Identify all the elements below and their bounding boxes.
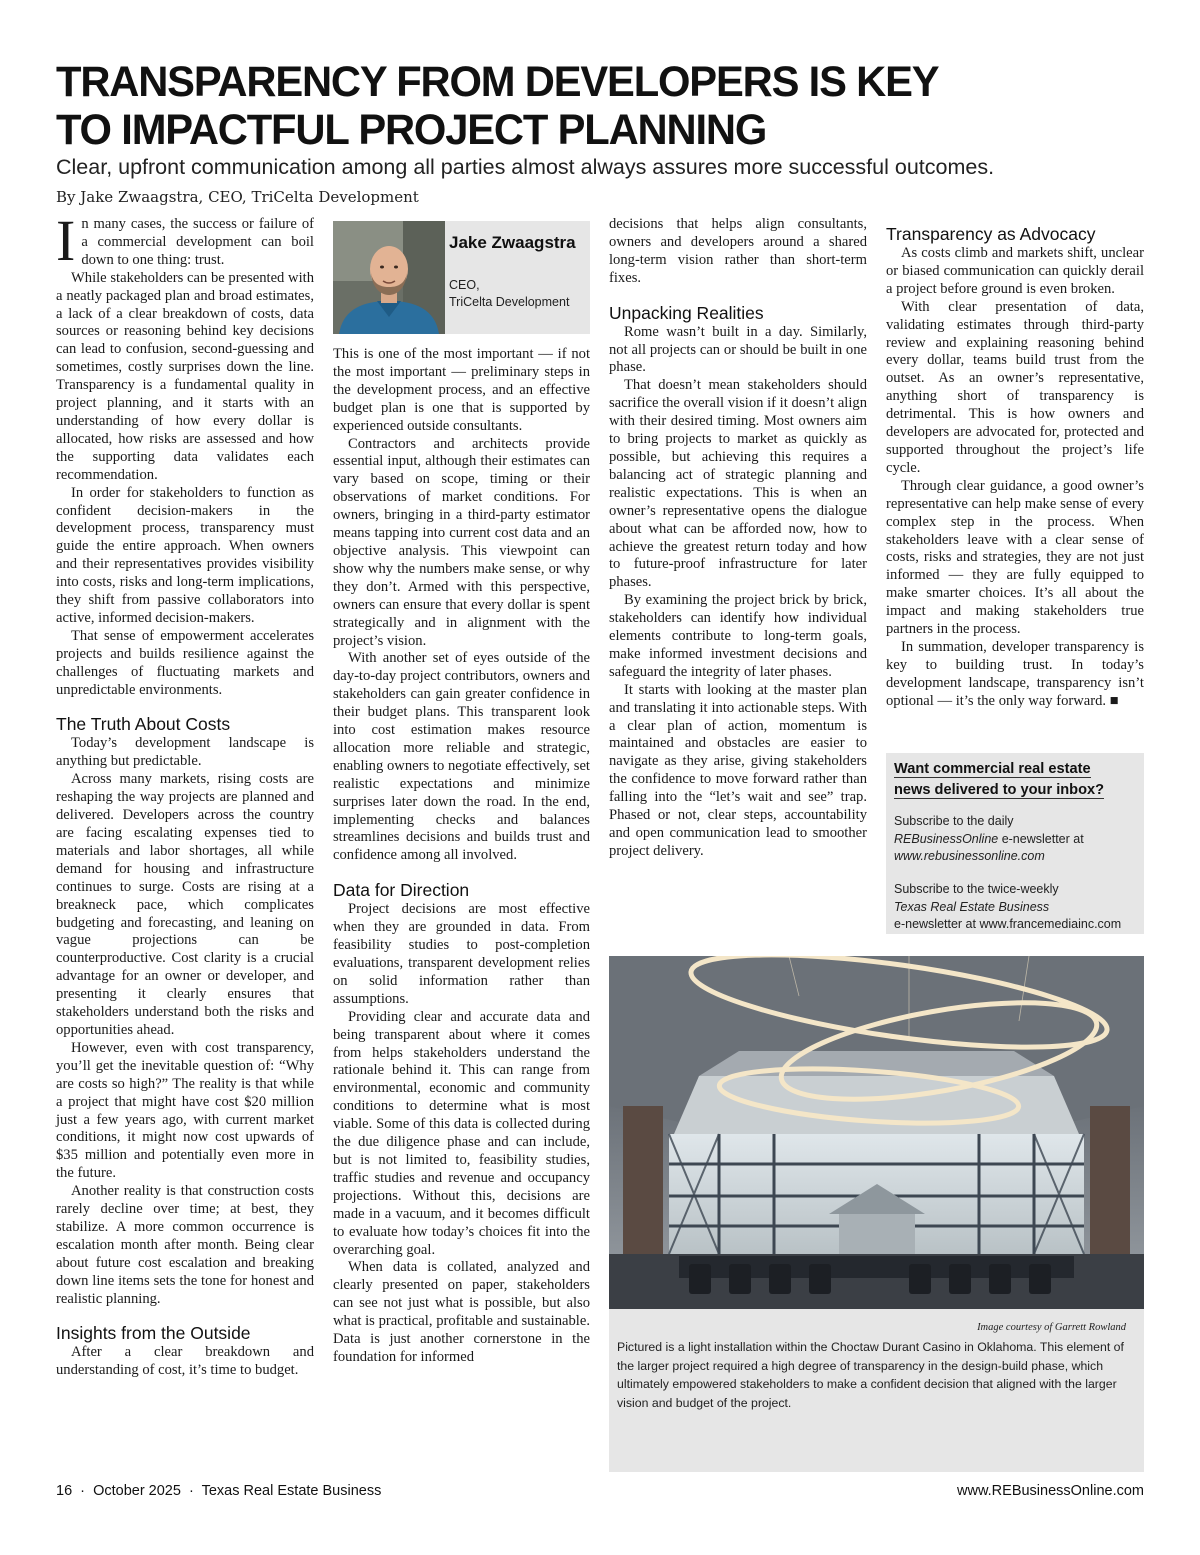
- article-column-3: [609, 216, 867, 861]
- article-title-line-2: TO IMPACTFUL PROJECT PLANNING: [56, 106, 767, 154]
- article-column-4: [886, 223, 1144, 711]
- page-footer-info: 16 · October 2025 · Texas Real Estate Business: [56, 1483, 382, 1499]
- paragraph: That sense of empowerment accelerates projects and builds resilience against the challenges of fluctuating markets and unpredictable environments.: [56, 627, 314, 698]
- promo-weekly-text: Subscribe to the twice-weekly Texas Real Estate Business e-newsletter at www.francemediainc.com: [894, 881, 1139, 934]
- section-heading: Insights from the Outside: [56, 1323, 251, 1344]
- paragraph: With clear presentation of data, validating estimates through third-party review and explaining reasoning behind every dollar, teams build trust from the outset. As an owner’s representative, anything short of transparency is detrimental. This is how owners and developers are advocated for, protected and supported throughout the project’s life cycle.: [886, 298, 1144, 476]
- promo-heading: Want commercial real estate news delivered to your inbox?: [894, 761, 1105, 798]
- publication-name: REBusinessOnline: [894, 831, 999, 846]
- weekly-newsletter-link[interactable]: e-newsletter at www.francemediainc.com: [894, 917, 1122, 931]
- author-role: CEO, TriCelta Development: [449, 278, 570, 309]
- paragraph: That doesn’t mean stakeholders should sacrifice the overall vision if it doesn’t align with their desired timing. Most owners aim to bring projects to market as quickly as possible, but achieving this requires a balancing act of strategic planning and realistic expectations. This is when an owner’s representative opens the dialogue about what can be afforded now, how to achieve the greatest return today and how to future-proof infrastructure for later phases.: [609, 377, 867, 591]
- section-heading: Data for Direction: [333, 880, 470, 901]
- article-subtitle: Clear, upfront communication among all parties almost always assures more successful outcomes.: [56, 155, 995, 179]
- paragraph: After a clear breakdown and understanding of cost, it’s time to budget.: [56, 1344, 314, 1379]
- paragraph: By examining the project brick by brick, stakeholders can identify how individual elements contribute to long-term goals, make informed investment decisions and safeguard the integrity of later phases.: [609, 592, 867, 680]
- paragraph: Rome wasn’t built in a day. Similarly, not all projects can or should be built in one phase.: [609, 323, 867, 376]
- section-heading: Transparency as Advocacy: [886, 224, 1096, 244]
- paragraph: As costs climb and markets shift, unclear or biased communication can quickly derail a project before ground is even broken.: [886, 245, 1144, 297]
- paragraph: Project decisions are most effective when they are grounded in data. From feasibility studies to post-completion evaluations, transparent development relies on solid information rather than assumptions.: [333, 901, 590, 1007]
- article-title: [56, 58, 1123, 154]
- paragraph: Another reality is that construction costs rarely decline over time; at best, they stabilize. A more common occurrence is escalation month after month. Being clear about future cost escalation and breaking down line items sets the tone for honest and realistic planning.: [56, 1183, 314, 1307]
- promo-daily-text: Subscribe to the daily REBusinessOnline e-newsletter at www.rebusinessonline.com: [894, 813, 1139, 866]
- photo-credit: Image courtesy of Garrett Rowland: [977, 1322, 1126, 1333]
- website-link[interactable]: www.REBusinessOnline.com: [957, 1483, 1144, 1499]
- paragraph: In summation, developer transparency is key to building trust. In today’s development landscape, transparency isn’t optional — it’s the only way forward. ■: [886, 638, 1144, 709]
- paragraph: Providing clear and accurate data and being transparent about where it comes from helps stakeholders understand the rationale behind it. This can range from environmental, economic and community conditions to determine what is most viable. Some of this data is collected during the due diligence phase and can include, but is not limited to, feasibility studies, traffic studies and revenue and occupancy projections. Without this, decisions are made in a vacuum, and it becomes difficult to evaluate how today’s choices fit into the overarching goal.: [333, 1008, 590, 1258]
- paragraph: In many cases, the success or failure of a commercial development can boil down to one thing: trust.: [56, 208, 314, 273]
- author-name: Jake Zwaagstra: [449, 233, 576, 252]
- drop-cap: I: [56, 208, 76, 273]
- article-column-1: [56, 208, 314, 1380]
- paragraph: This is one of the most important — if not the most important — preliminary steps in the development process, and an effective budget plan is one that is supported by experienced outside consultants.: [333, 346, 590, 434]
- newsletter-promo-box: [886, 753, 1144, 934]
- paragraph: Contractors and architects provide essential input, although their estimates can vary based on scope, timing or their observations of market conditions. For owners, bringing in a third-party estimator means tapping into current cost data and an objective analysis. This viewpoint can show why the numbers make sense, or why they don’t. Armed with this perspective, owners can ensure that every dollar is spent strategically and in alignment with the project’s vision.: [333, 435, 590, 649]
- article-title-line-1: TRANSPARENCY FROM DEVELOPERS IS KEY: [56, 58, 939, 106]
- paragraph: Through clear guidance, a good owner’s representative can help make sense of every complex step in the process. When stakeholders leave with a clear sense of costs, risks and strategies, they are not just informed — they are fully equipped to make smarter choices. It’s all about the impact and making stakeholders true partners in the process.: [886, 477, 1144, 638]
- paragraph: decisions that helps align consultants, owners and developers around a shared long-term vision rather than short-term fixes.: [609, 216, 867, 286]
- paragraph: While stakeholders can be presented with a neatly packaged plan and broad estimates, a lack of a clear breakdown of costs, data sources or reasoning behind key decisions can lead to confusion, second-guessing and sometimes, costly surprises down the line. Transparency is a fundamental quality in project planning, and it starts with an understanding of how every dollar is allocated, how risks are assessed and how the supporting data validates each recommendation.: [56, 269, 314, 483]
- paragraph: Across many markets, rising costs are reshaping the way projects are planned and delivered. Developers across the country are facing escalating expenses tied to materials and labor shortages, all while demand for housing and infrastructure continues to surge. Costs are rising at a breakneck pace, which complicates budgeting and forecasting, and leaning on vague projections can be counterproductive. Cost clarity is a crucial advantage for an owner or developer, and presenting it clearly ensures that stakeholders understand both the risks and opportunities ahead.: [56, 771, 314, 1038]
- author-profile-box: [333, 221, 590, 334]
- byline: By Jake Zwaagstra, CEO, TriCelta Development: [56, 188, 419, 206]
- daily-newsletter-link[interactable]: www.rebusinessonline.com: [894, 849, 1045, 863]
- photo-caption: Pictured is a light installation within the Choctaw Durant Casino in Oklahoma. This element of the larger project required a high degree of transparency in the design-build phase, which ultimately empowered stakeholders to make a confident decision that aligned with the larger vision and budget of the project.: [617, 1340, 1124, 1411]
- paragraph: With another set of eyes outside of the day-to-day project contributors, owners and stakeholders can gain greater confidence in their budget plans. This transparent look into cost estimation makes resource allocation more reliable and strategic, enabling owners to negotiate effectively, set realistic expectations and minimize surprises later down the road. In the end, implementing checks and balances streamlines decisions and builds trust and confidence among all involved.: [333, 650, 590, 864]
- article-column-2: [333, 346, 590, 1367]
- paragraph: When data is collated, analyzed and clearly presented on paper, stakeholders can see not just what is possible, but also what is practical, profitable and sustainable. Data is just another cornerstone in the foundation for informed: [333, 1259, 590, 1365]
- section-heading: Unpacking Realities: [609, 302, 764, 323]
- section-heading: The Truth About Costs: [56, 714, 231, 735]
- paragraph: Today’s development landscape is anything but predictable.: [56, 735, 314, 770]
- photo-caption-box: [609, 1309, 1144, 1472]
- paragraph: However, even with cost transparency, you’ll get the inevitable question of: “Why are costs so high?” The reality is that while a project that might have cost $20 million just a few years ago, with current market conditions, it might now cost upwards of $35 million and potentially even more in the future.: [56, 1039, 314, 1182]
- publication-name: Texas Real Estate Business: [894, 899, 1050, 914]
- casino-light-installation-photo: [609, 956, 1144, 1309]
- paragraph: It starts with looking at the master plan and translating it into actionable steps. With a clear plan of action, momentum is maintained and obstacles are easier to navigate as they arise, giving stakeholders the confidence to move forward rather than falling into the “let’s wait and see” trap. Phased or not, clear steps, accountability and open communication lead to smoother project delivery.: [609, 681, 867, 859]
- paragraph: In order for stakeholders to function as confident decision-makers in the development process, transparency must guide the entire approach. When owners and their representatives provides visibility into costs, risks and long-term implications, they shift from passive collaborators into active, informed decision-makers.: [56, 484, 314, 626]
- author-headshot: [333, 221, 445, 334]
